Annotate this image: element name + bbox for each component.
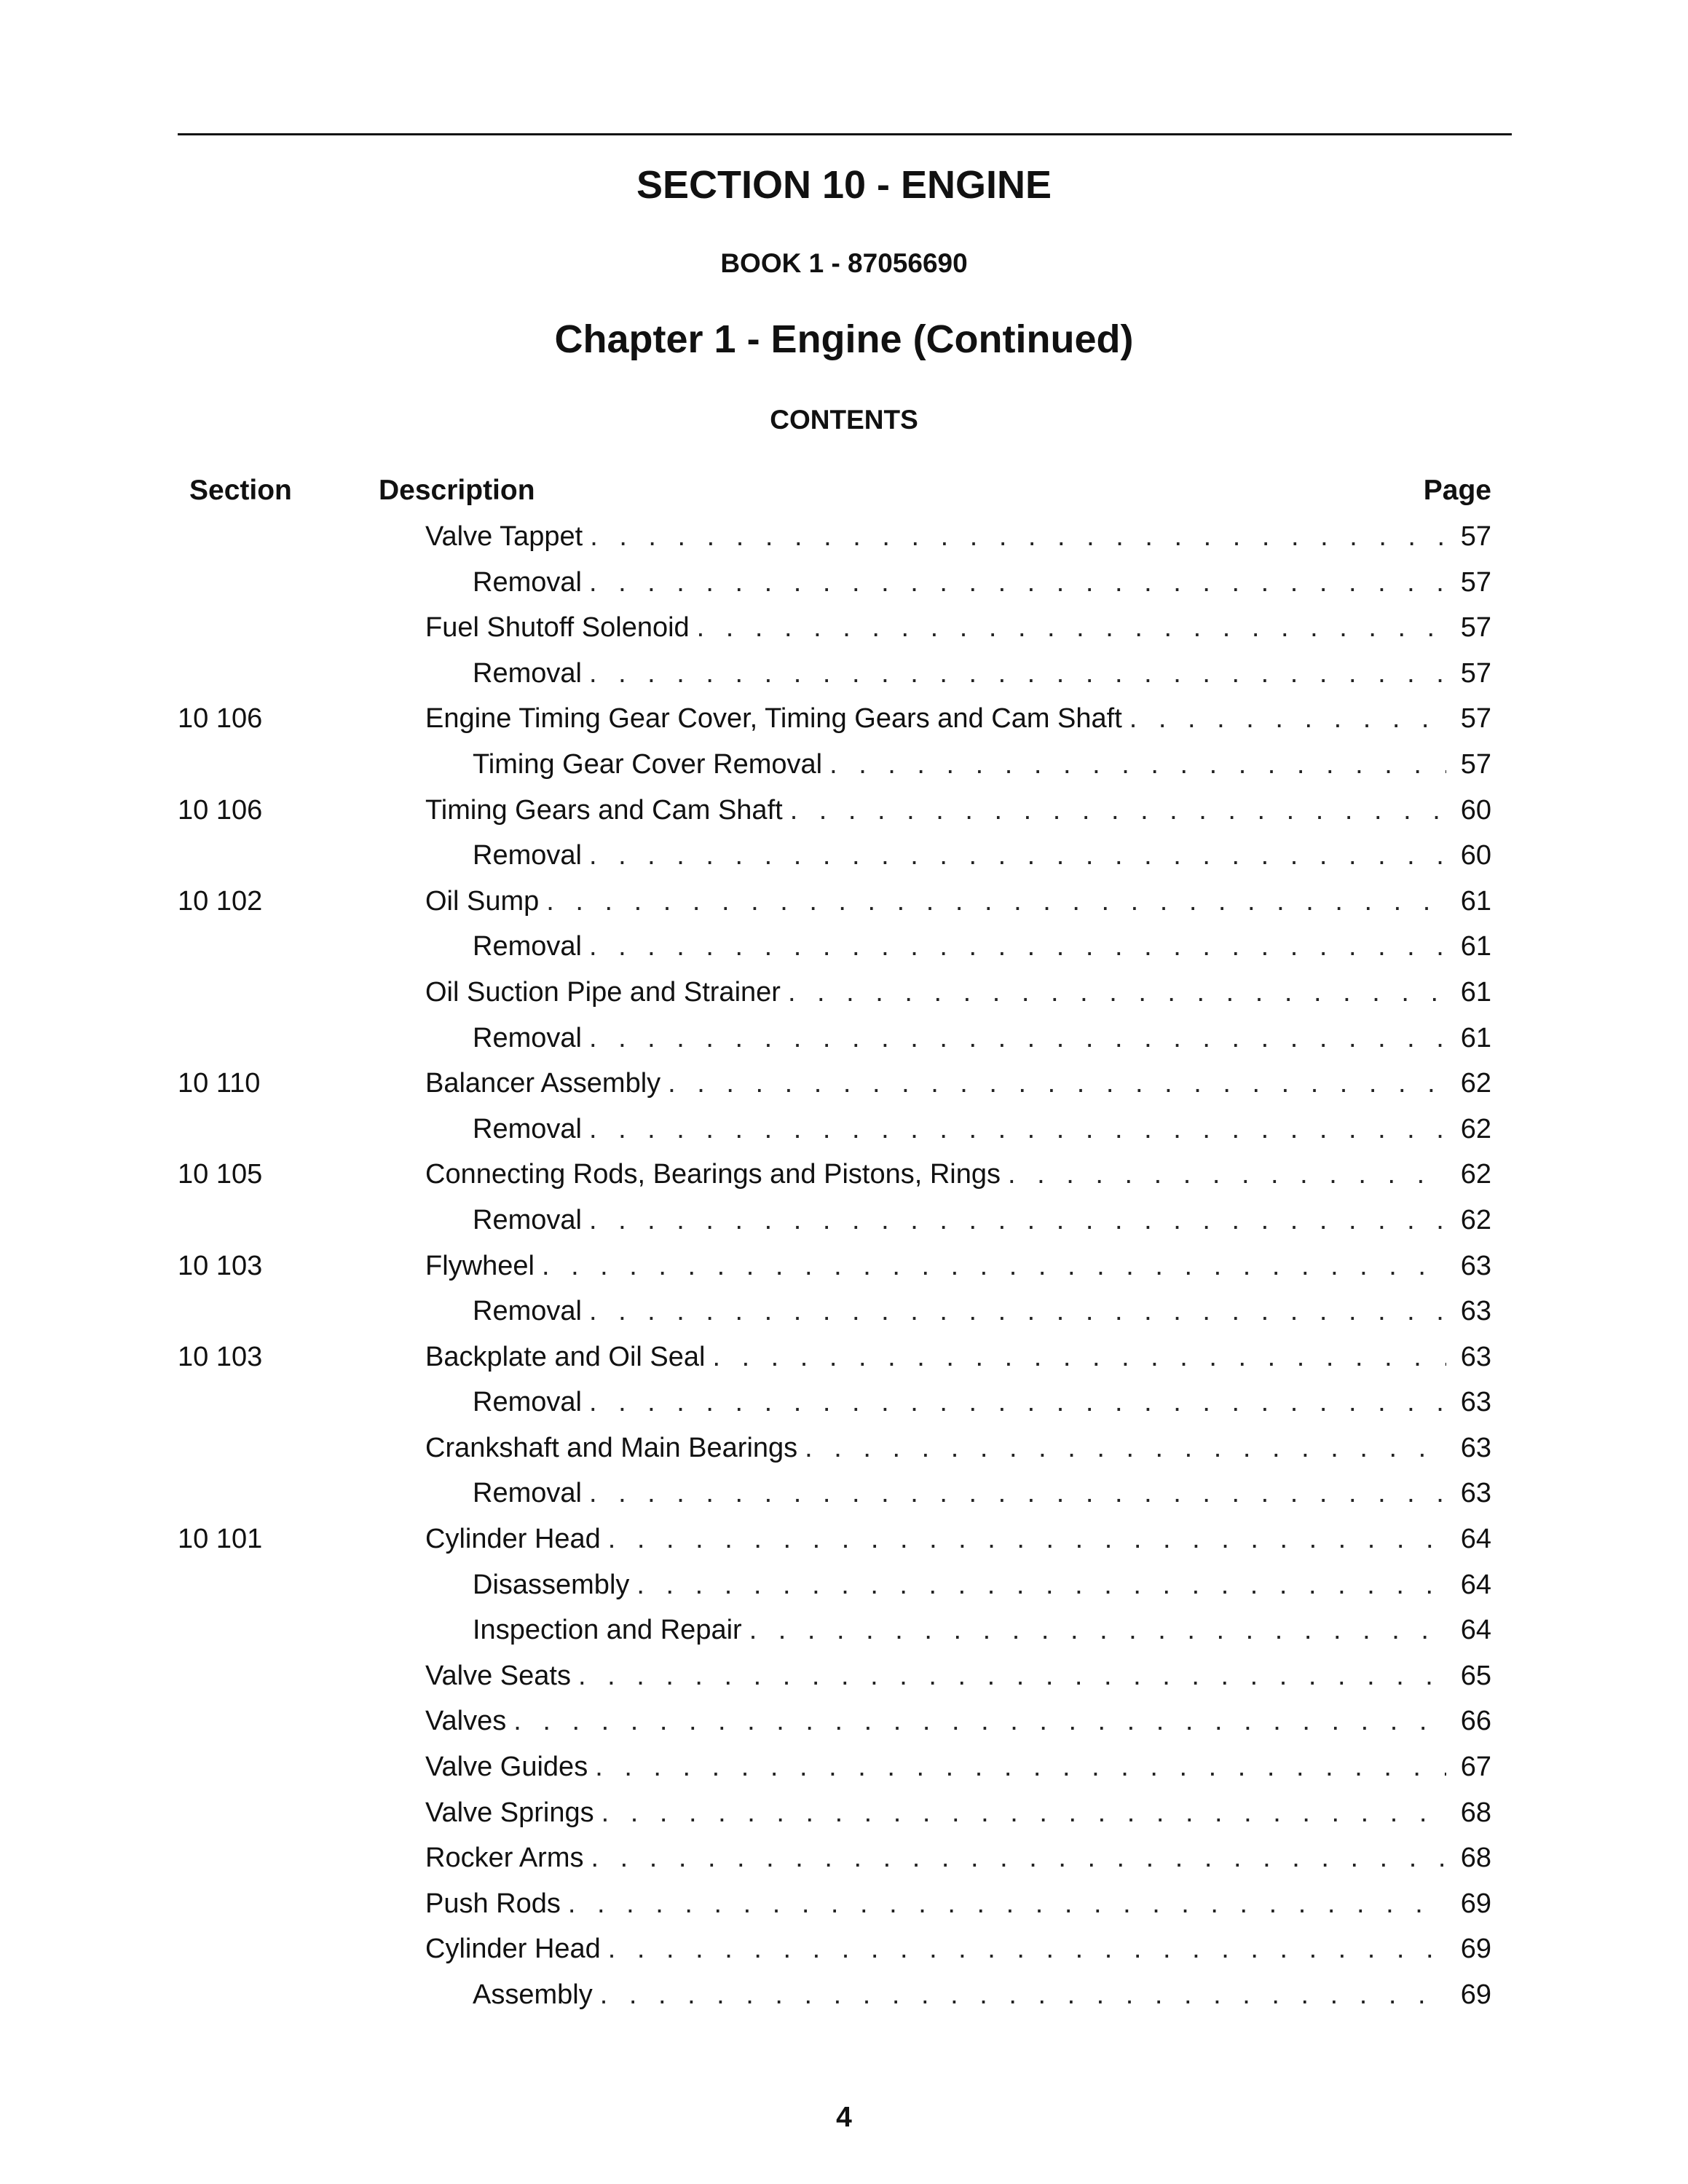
toc-entry xyxy=(425,518,1491,555)
toc-row xyxy=(178,700,1491,746)
toc-page-number: 64 xyxy=(1460,1615,1491,1646)
toc-entry-title: Removal xyxy=(473,1113,582,1144)
toc-entry xyxy=(473,1612,1491,1648)
toc-entry xyxy=(473,564,1491,601)
dot-leader xyxy=(608,1931,1446,1967)
dot-leader xyxy=(712,1339,1446,1375)
dot-leader xyxy=(578,1658,1446,1694)
toc-entry-title: Removal xyxy=(473,1478,582,1509)
dot-leader xyxy=(590,518,1446,555)
dot-leader xyxy=(805,1430,1446,1466)
toc-section-number: 10 101 xyxy=(178,1524,263,1555)
toc-row xyxy=(178,1339,1491,1385)
toc-entry xyxy=(473,1567,1491,1603)
table-of-contents xyxy=(178,518,1491,2022)
dot-leader xyxy=(589,1384,1446,1420)
toc-row xyxy=(178,1977,1491,2022)
toc-page-number: 64 xyxy=(1460,1524,1491,1555)
toc-entry xyxy=(425,1248,1491,1284)
toc-row xyxy=(178,1202,1491,1248)
toc-entry xyxy=(425,883,1491,919)
toc-entry xyxy=(425,1521,1491,1557)
toc-section-number: 10 105 xyxy=(178,1159,263,1190)
dot-leader xyxy=(1008,1156,1446,1192)
toc-row xyxy=(178,609,1491,655)
toc-row xyxy=(178,883,1491,929)
toc-section-number: 10 106 xyxy=(178,794,263,826)
toc-entry-title: Disassembly xyxy=(473,1569,630,1600)
toc-row xyxy=(178,1475,1491,1521)
toc-row xyxy=(178,1248,1491,1294)
toc-entry xyxy=(473,746,1491,783)
toc-row xyxy=(178,1795,1491,1840)
toc-row xyxy=(178,1521,1491,1567)
toc-entry-title: Valve Tappet xyxy=(425,521,583,552)
toc-entry xyxy=(473,1111,1491,1147)
toc-page-number: 64 xyxy=(1460,1569,1491,1600)
page-number: 4 xyxy=(836,2102,852,2133)
toc-row xyxy=(178,1384,1491,1430)
toc-entry xyxy=(425,1931,1491,1967)
toc-row xyxy=(178,1612,1491,1658)
dot-leader xyxy=(697,609,1446,646)
toc-entry-title: Balancer Assembly xyxy=(425,1068,661,1099)
chapter-title: Chapter 1 - Engine (Continued) xyxy=(554,317,1134,361)
toc-page-number: 63 xyxy=(1460,1296,1491,1327)
toc-entry-title: Inspection and Repair xyxy=(473,1615,742,1646)
toc-page-number: 63 xyxy=(1460,1387,1491,1418)
toc-page-number: 66 xyxy=(1460,1706,1491,1737)
toc-entry-title: Rocker Arms xyxy=(425,1843,584,1874)
dot-leader xyxy=(589,1020,1446,1056)
toc-page-number: 69 xyxy=(1460,1979,1491,2010)
toc-page-number: 67 xyxy=(1460,1752,1491,1783)
toc-entry xyxy=(473,1020,1491,1056)
toc-entry-title: Removal xyxy=(473,1296,582,1327)
toc-page-number: 69 xyxy=(1460,1888,1491,1919)
toc-section-number: 10 102 xyxy=(178,885,263,917)
dot-leader xyxy=(568,1886,1446,1922)
toc-page-number: 63 xyxy=(1460,1478,1491,1509)
toc-entry xyxy=(425,1795,1491,1831)
toc-page-number: 57 xyxy=(1460,703,1491,735)
toc-entry-title: Timing Gears and Cam Shaft xyxy=(425,794,783,826)
section-title: SECTION 10 - ENGINE xyxy=(636,163,1052,207)
toc-entry-title: Flywheel xyxy=(425,1250,535,1281)
toc-page-number: 62 xyxy=(1460,1159,1491,1190)
toc-entry-title: Valve Guides xyxy=(425,1752,588,1783)
toc-entry-title: Oil Suction Pipe and Strainer xyxy=(425,976,781,1008)
toc-entry-title: Removal xyxy=(473,1022,582,1053)
toc-entry xyxy=(425,1658,1491,1694)
section-column-header: Section xyxy=(189,475,292,506)
toc-page-number: 57 xyxy=(1460,521,1491,552)
dot-leader xyxy=(600,1977,1446,2013)
toc-entry xyxy=(425,1430,1491,1466)
toc-entry-title: Cylinder Head xyxy=(425,1934,601,1965)
toc-entry xyxy=(425,1339,1491,1375)
dot-leader xyxy=(829,746,1446,783)
toc-row xyxy=(178,974,1491,1020)
dot-leader xyxy=(589,1202,1446,1238)
toc-entry xyxy=(473,1293,1491,1329)
toc-entry-title: Connecting Rods, Bearings and Pistons, Rings xyxy=(425,1159,1001,1190)
toc-row xyxy=(178,1749,1491,1795)
dot-leader xyxy=(589,837,1446,874)
toc-entry xyxy=(473,1384,1491,1420)
toc-page-number: 65 xyxy=(1460,1660,1491,1691)
toc-entry xyxy=(473,655,1491,692)
contents-heading: CONTENTS xyxy=(770,405,918,435)
dot-leader xyxy=(749,1612,1446,1648)
dot-leader xyxy=(595,1749,1446,1785)
toc-entry xyxy=(473,1475,1491,1511)
dot-leader xyxy=(589,1475,1446,1511)
toc-entry-title: Removal xyxy=(473,840,582,871)
toc-page-number: 60 xyxy=(1460,840,1491,871)
toc-entry xyxy=(425,609,1491,646)
toc-page-number: 60 xyxy=(1460,794,1491,826)
toc-section-number: 10 103 xyxy=(178,1341,263,1372)
toc-row xyxy=(178,1703,1491,1749)
dot-leader xyxy=(636,1567,1446,1603)
toc-row xyxy=(178,746,1491,792)
toc-row xyxy=(178,1658,1491,1704)
toc-entry xyxy=(425,1886,1491,1922)
toc-row xyxy=(178,1567,1491,1613)
toc-section-number: 10 103 xyxy=(178,1250,263,1281)
dot-leader xyxy=(589,655,1446,692)
toc-row xyxy=(178,1293,1491,1339)
toc-row xyxy=(178,837,1491,883)
toc-page-number: 61 xyxy=(1460,976,1491,1008)
toc-row xyxy=(178,1111,1491,1157)
dot-leader xyxy=(546,883,1446,919)
toc-row xyxy=(178,1430,1491,1476)
top-rule xyxy=(178,133,1512,135)
toc-entry xyxy=(425,1840,1491,1876)
toc-page-number: 63 xyxy=(1460,1432,1491,1463)
toc-entry xyxy=(425,792,1491,828)
dot-leader xyxy=(589,564,1446,601)
toc-page-number: 57 xyxy=(1460,612,1491,644)
toc-row xyxy=(178,1156,1491,1202)
toc-row xyxy=(178,518,1491,564)
toc-page-number: 68 xyxy=(1460,1797,1491,1828)
toc-row xyxy=(178,1840,1491,1886)
toc-entry xyxy=(425,700,1491,737)
toc-entry xyxy=(473,1977,1491,2013)
toc-page-number: 61 xyxy=(1460,1022,1491,1053)
dot-leader xyxy=(591,1840,1446,1876)
toc-row xyxy=(178,1931,1491,1977)
toc-page-number: 63 xyxy=(1460,1341,1491,1372)
book-number: BOOK 1 - 87056690 xyxy=(720,248,968,278)
toc-entry xyxy=(473,837,1491,874)
dot-leader xyxy=(589,928,1446,965)
toc-row xyxy=(178,1065,1491,1111)
toc-row xyxy=(178,1020,1491,1066)
toc-row xyxy=(178,564,1491,610)
toc-entry-title: Removal xyxy=(473,1204,582,1235)
dot-leader xyxy=(788,974,1446,1010)
toc-entry-title: Backplate and Oil Seal xyxy=(425,1341,706,1372)
toc-section-number: 10 106 xyxy=(178,703,263,735)
dot-leader xyxy=(608,1521,1446,1557)
toc-entry xyxy=(425,974,1491,1010)
dot-leader xyxy=(589,1111,1446,1147)
dot-leader xyxy=(668,1065,1446,1101)
toc-entry-title: Removal xyxy=(473,657,582,689)
toc-page-number: 63 xyxy=(1460,1250,1491,1281)
dot-leader xyxy=(589,1293,1446,1329)
toc-entry xyxy=(425,1156,1491,1192)
dot-leader xyxy=(790,792,1446,828)
toc-page-number: 62 xyxy=(1460,1113,1491,1144)
toc-entry xyxy=(425,1065,1491,1101)
toc-entry-title: Valves xyxy=(425,1706,507,1737)
toc-entry-title: Cylinder Head xyxy=(425,1524,601,1555)
toc-entry-title: Removal xyxy=(473,566,582,598)
toc-page-number: 61 xyxy=(1460,885,1491,917)
toc-entry-title: Crankshaft and Main Bearings xyxy=(425,1432,798,1463)
toc-page-number: 57 xyxy=(1460,657,1491,689)
toc-page-number: 57 xyxy=(1460,748,1491,780)
toc-row xyxy=(178,1886,1491,1931)
toc-row xyxy=(178,792,1491,838)
toc-entry xyxy=(473,928,1491,965)
toc-entry-title: Fuel Shutoff Solenoid xyxy=(425,612,690,644)
toc-entry xyxy=(473,1202,1491,1238)
toc-section-number: 10 110 xyxy=(178,1068,261,1099)
toc-entry-title: Valve Seats xyxy=(425,1660,571,1691)
toc-entry-title: Push Rods xyxy=(425,1888,561,1919)
toc-row xyxy=(178,928,1491,974)
toc-page-number: 69 xyxy=(1460,1934,1491,1965)
toc-entry xyxy=(425,1703,1491,1739)
toc-page-number: 68 xyxy=(1460,1843,1491,1874)
dot-leader xyxy=(602,1795,1446,1831)
toc-entry-title: Assembly xyxy=(473,1979,593,2010)
toc-entry-title: Timing Gear Cover Removal xyxy=(473,748,823,780)
toc-page-number: 62 xyxy=(1460,1068,1491,1099)
toc-page-number: 57 xyxy=(1460,566,1491,598)
dot-leader xyxy=(513,1703,1446,1739)
description-column-header: Description xyxy=(379,475,535,506)
toc-entry-title: Removal xyxy=(473,1387,582,1418)
toc-entry-title: Valve Springs xyxy=(425,1797,594,1828)
toc-entry-title: Engine Timing Gear Cover, Timing Gears and Cam Shaft xyxy=(425,703,1122,735)
toc-row xyxy=(178,655,1491,701)
toc-entry-title: Removal xyxy=(473,931,582,962)
dot-leader xyxy=(542,1248,1446,1284)
dot-leader xyxy=(1129,700,1446,737)
toc-entry xyxy=(425,1749,1491,1785)
toc-page-number: 62 xyxy=(1460,1204,1491,1235)
page-column-header: Page xyxy=(1423,475,1491,506)
toc-page-number: 61 xyxy=(1460,931,1491,962)
toc-entry-title: Oil Sump xyxy=(425,885,540,917)
